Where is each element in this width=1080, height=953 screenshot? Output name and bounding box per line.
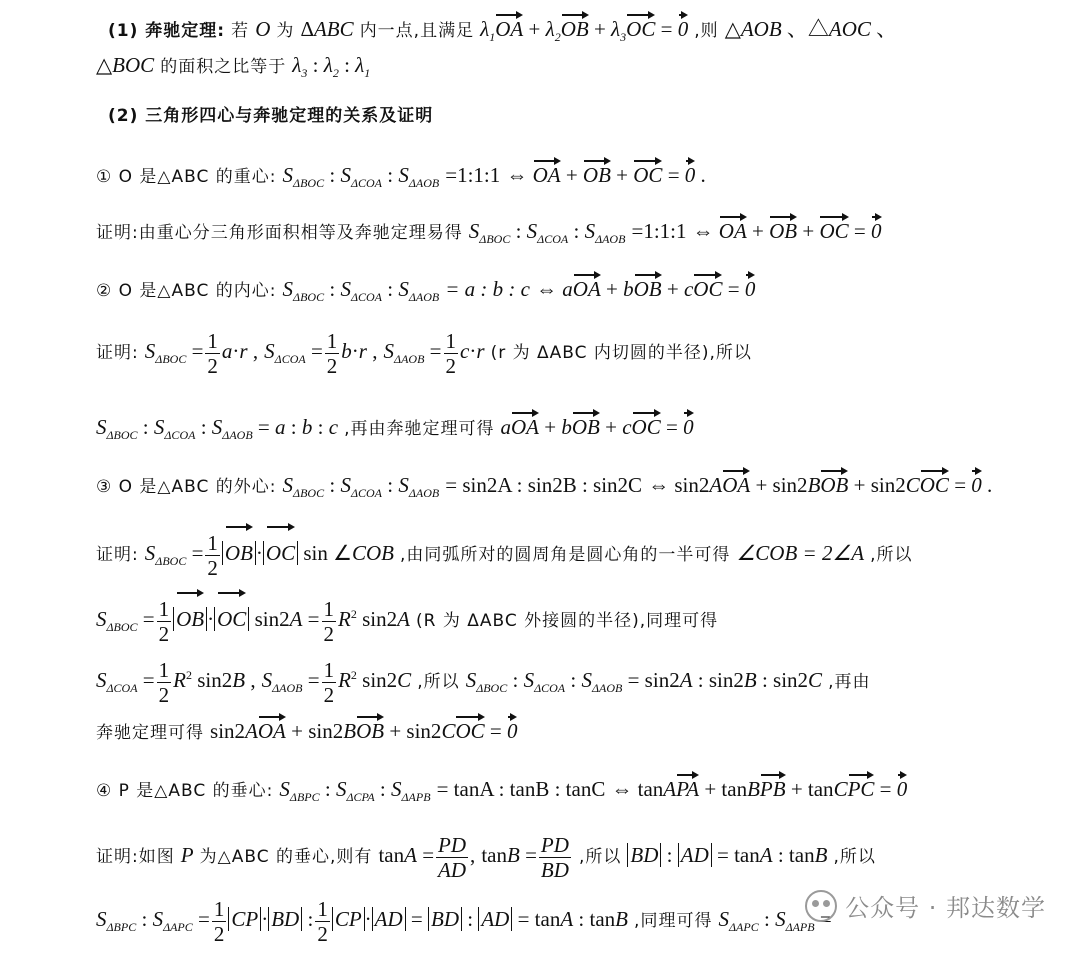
case3-proof-line2: $S_{\Delta BOC}$ = $\frac{1}{2}$ OB · OC sin2A = $\frac{1}{2}$ $R^2$ sin2A (R 为 ΔABC 外接圆的半径),同理可得 (96, 588, 1060, 652)
proof-text: ,所以 (578, 847, 622, 867)
ratio: =1:1:1 (445, 163, 501, 187)
proof-text: ,再由奔驰定理可得 (344, 419, 495, 439)
case-label: ④ P 是△ABC 的垂心: (96, 781, 274, 801)
section-heading-1: (1) 奔驰定理: (108, 21, 226, 41)
proof-text: 证明:如图 (96, 847, 175, 867)
case2-conclusion: $S_{\Delta BOC}$ : $S_{\Delta COA}$ : $S_{\Delta AOB} = a$ : b : c ,再由奔驰定理可得 aOA + bOB + cOC = 0 (96, 408, 1060, 448)
theorem-statement-line2: △BOC 的面积之比等于 $\lambda_3$ : $\lambda_2$ : $\lambda_1$ (96, 53, 371, 80)
case3-conclusion: 奔驰定理可得 sin2AOA + sin2BOB + sin2COC = 0 (96, 712, 1060, 746)
case-label: ② O 是△ABC 的内心: (96, 281, 277, 301)
proof-text: (R 为 ΔABC 外接圆的半径),同理可得 (415, 611, 719, 631)
proof-text: (r 为 ΔABC 内切圆的半径),所以 (490, 343, 752, 363)
watermark (805, 888, 1046, 923)
ratio: =1:1:1 (631, 219, 687, 243)
case4-proof: 证明:如图 P 为△ABC 的垂心,则有 tanA = $\frac{PD}{AD}$ , tanB = $\frac{PD}{BD}$ ,所以 BD : AD = tanA : tanB ,所以 (96, 832, 876, 882)
proof-text: 证明: (96, 343, 139, 363)
section-heading-2 (108, 102, 1060, 129)
case3-proof: 证明: $S_{\Delta BOC}$ = $\frac{1}{2}$ OB · OC sin ∠COB ,由同弧所对的圆周角是圆心角的一半可得 ∠COB = 2∠A ,所以 (96, 522, 1060, 586)
ratio: = sin2A : sin2B : sin2C (445, 473, 643, 497)
theorem-statement-line1: (1) 奔驰定理: 若 O 为 ΔABC 内一点,且满足 $\lambda_1OA + \lambda_2OB + \lambda_3OC = 0$ ,则 △AOB 、△AOC 、 (108, 10, 1060, 50)
case1-proof: 证明:由重心分三角形面积相等及奔驰定理易得 $S_{\Delta BOC}$ : $S_{\Delta COA}$ : $S_{\Delta AOB}$ =1:1:1 ⇔ OA + OB + OC = 0 (96, 212, 1060, 252)
angle-relation: ∠COB = 2∠A (736, 541, 865, 565)
proof-text: ,再由 (828, 672, 871, 692)
proof-text: 证明:由重心分三角形面积相等及奔驰定理易得 (96, 223, 463, 243)
proof-text: ,同理可得 (634, 911, 713, 931)
proof-text: ,所以 (417, 672, 460, 692)
text: ,则 (694, 21, 719, 41)
text: 为 (276, 21, 295, 41)
proof-text: 证明: (96, 545, 139, 565)
case4-proof-line2: $S_{\Delta BPC}$ : $S_{\Delta APC}$ = $\frac{1}{2}$ CP · BD : $\frac{1}{2}$ CP · AD = BD : AD = tanA : tanB ,同理可得 $S_{\Delta APC}$ : $S_{\Delta APB}$ = (96, 896, 832, 946)
case-label: ① O 是△ABC 的重心: (96, 167, 277, 187)
proof-text: ,由同弧所对的圆周角是圆心角的一半可得 (400, 545, 731, 565)
ratio: = tanA : tanB : tanC (436, 777, 606, 801)
watermark-text: 公众号 · 邦达数学 (845, 894, 1046, 922)
case3-proof-line3: $S_{\Delta COA}$ = $\frac{1}{2}$ $R^2$ sin2B , $S_{\Delta AOB}$ = $\frac{1}{2}$ $R^2$ sin2C ,所以 $S_{\Delta BOC}$ : $S_{\Delta COA}$ : $S_{\Delta AOB} = \sin 2A$ : sin2B : sin2C ,再由 (96, 657, 871, 707)
text: 的面积之比等于 (160, 57, 287, 77)
case2-incenter: ② O 是△ABC 的内心: $S_{\Delta BOC}$ : $S_{\Delta COA}$ : $S_{\Delta AOB} = a$ : b : c ⇔ aOA + bOB + cOC = 0 (96, 270, 1060, 310)
case1-centroid: ① O 是△ABC 的重心: $S_{\Delta BOC}$ : $S_{\Delta COA}$ : $S_{\Delta AOB}$ =1:1:1 ⇔ OA + OB + OC = 0 . (96, 156, 1060, 196)
proof-text: ,所以 (833, 847, 876, 867)
case-label: ③ O 是△ABC 的外心: (96, 477, 277, 497)
case3-circumcenter: ③ O 是△ABC 的外心: $S_{\Delta BOC}$ : $S_{\Delta COA}$ : $S_{\Delta AOB} = \sin 2A$ : sin2B : sin2C ⇔ sin2AOA + sin2BOB + sin2COC = 0 . (96, 466, 1060, 506)
proof-text: 为△ABC 的垂心,则有 (199, 847, 373, 867)
text: 若 (231, 21, 250, 41)
text: 内一点,且满足 (359, 21, 475, 41)
proof-text: ,所以 (870, 545, 913, 565)
case2-proof: 证明: $S_{\Delta BOC}$ = $\frac{1}{2}$ a·r , $S_{\Delta COA}$ = $\frac{1}{2}$ b·r , $S_{\Delta AOB}$ = $\frac{1}{2}$ c·r (r 为 ΔABC 内切圆的半径),所以 (96, 328, 752, 378)
proof-text: 奔驰定理可得 (96, 723, 204, 743)
ratio: = a : b : c (445, 277, 530, 301)
heading-text: (2) 三角形四心与奔驰定理的关系及证明 (108, 106, 434, 126)
wechat-icon (805, 890, 837, 922)
case4-orthocenter: ④ P 是△ABC 的垂心: $S_{\Delta BPC}$ : $S_{\Delta CPA}$ : $S_{\Delta APB} = \tan A$ : tanB : tanC ⇔ tanAPA + tanBPB + tanCPC = 0 (96, 770, 1060, 810)
